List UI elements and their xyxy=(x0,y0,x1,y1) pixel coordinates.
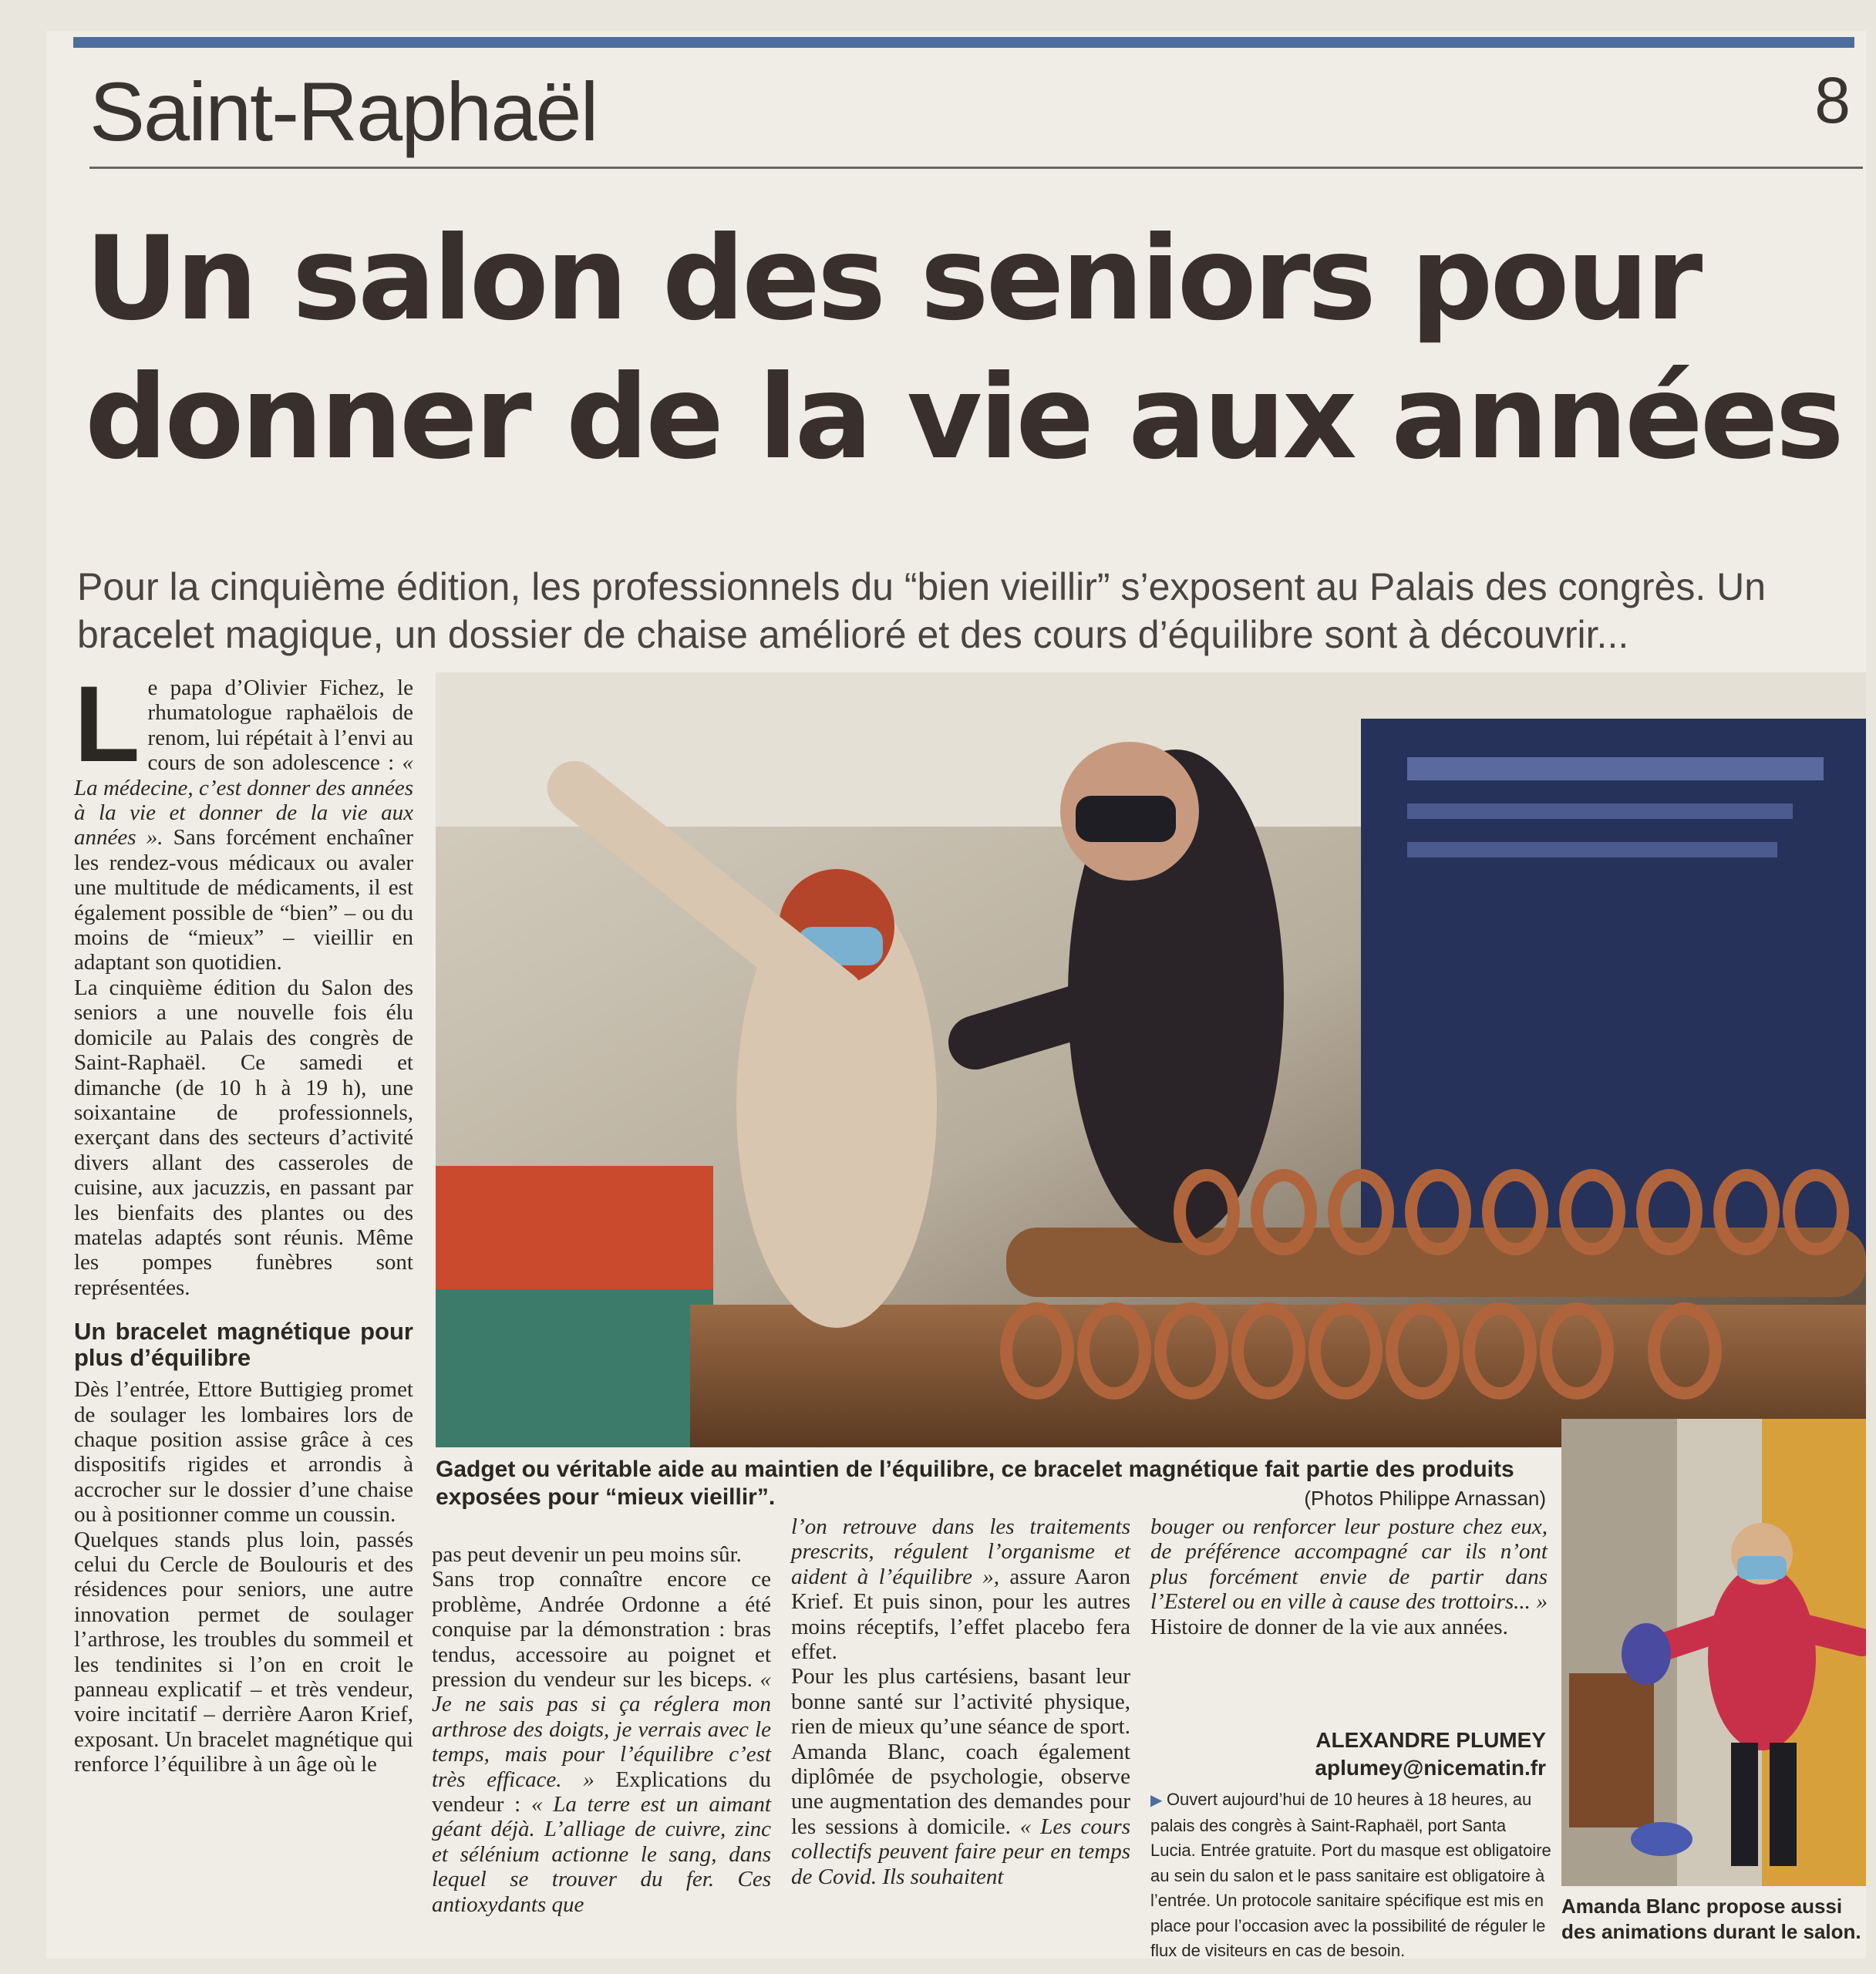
photo-credit: (Photos Philippe Arnassan) xyxy=(1304,1487,1546,1510)
paragraph: Quelques stands plus loin, passés celui du Cercle de Boulouris et des résidences pour seniors, une autre innovation permet de soulager l’arthrose, les troubles du sommeil et les tendinites si l’on en croit le panneau explicatif – et très vendeur, voire incitatif – derrière Aaron Krief, exposant. Un bracelet magnétique qui renforce l’équilibre à un âge où le xyxy=(74,1527,413,1777)
paragraph: La cinquième édition du Salon des seniors a une nouvelle fois élu domicile au Palais des congrès de Saint-Raphaël. Ce samedi et dimanche (de 10 h à 19 h), une soixantaine de professionnels, exerçant dans des secteurs d’activité divers allant des casseroles de cuisine, aux jacuzzis, en passant par les bienfaits des plantes ou des matelas adaptés sont réunis. Même les pompes funèbres sont représentées. xyxy=(74,975,413,1300)
top-color-rule xyxy=(73,37,1854,48)
intro-paragraph: Le papa d’Olivier Fichez, le rhumatologue raphaëlois de renom, lui répétait à l’envi au cours de son adolescence : « La médecine, c’est donner des années à la vie et donner de la vie aux années ». Sans forcément enchaîner les rendez-vous médicaux ou avaler une multitude de médicaments, il est également possible de “bien” – ou du moins de “mieux” – vieillir en adaptant son quotidien. xyxy=(74,663,413,975)
bracelet-demonstration-photo xyxy=(436,672,1866,1447)
paragraph: Pour les plus cartésiens, basant leur bonne santé sur l’activité physique, rien de mieux qu’une séance de sport. Amanda Blanc, coach également diplômée de psychologie, observe une augmentation des demandes pour les sessions à domicile. « Les cours collectifs peuvent faire peur en temps de Covid. Ils souhaitent xyxy=(791,1664,1130,1889)
article-column-3 xyxy=(791,1514,1130,1889)
main-photo-caption: Gadget ou véritable aide au maintien de l’équilibre, ce bracelet magnétique fait partie des produits exposées pour “mieux vieillir”. xyxy=(436,1457,1514,1510)
article-column-4 xyxy=(1150,1514,1548,1639)
paragraph: l’on retrouve dans les traitements prescrits, régulent l’organisme et aident à l’équilibre », assure Aaron Krief. Et puis sinon, pour les autres moins réceptifs, l’effet placebo fera effet. xyxy=(791,1514,1131,1665)
drop-cap: L xyxy=(74,663,140,784)
bullet-arrow-icon: ▶ xyxy=(1150,1792,1167,1809)
author-name: ALEXANDRE PLUMEY xyxy=(1315,1728,1546,1752)
coach-photo-caption: Amanda Blanc propose aussi des animations durant le salon. xyxy=(1561,1895,1861,1943)
paragraph: Sans trop connaître encore ce problème, Andrée Ordonne a été conquise par la démonstration : bras tendus, accessoire au poignet et pression du vendeur sur les biceps. « Je ne sais pas si ça réglera mon arthrose des doigts, je verrais avec le temps, mais pour l’équilibre c’est très efficace. » Explications du vendeur : « La terre est un aimant géant déjà. L’alliage de cuivre, zinc et sélénium actionne le sang, dans lequel se trouver du fer. Ces antioxydants que xyxy=(432,1567,771,1917)
newspaper-page xyxy=(46,31,1866,1959)
article-column-1 xyxy=(74,663,413,1777)
page-number: 8 xyxy=(1814,64,1851,136)
headline: Un salon des seniors pour donner de la vie aux années xyxy=(85,212,1841,485)
author-email[interactable]: aplumey@nicematin.fr xyxy=(1315,1756,1546,1780)
main-photo xyxy=(436,672,1866,1447)
paragraph: bouger ou renforcer leur posture chez eux, de préférence accompagné car ils n’ont plus forcément envie de partir dans l’Esterel ou en ville à cause des trottoirs... » Histoire de donner de la vie aux années. xyxy=(1150,1514,1548,1639)
subheading: Un bracelet magnétique pour plus d’équilibre xyxy=(74,1318,413,1372)
byline xyxy=(1126,1726,1546,1782)
section-divider xyxy=(89,167,1863,169)
paragraph: Dès l’entrée, Ettore Buttigieg promet de soulager les lombaires lors de chaque position assise grâce à ces dispositifs rigides et arrondis à accrocher sur le dossier d’une chaise ou à positionner comme un coussin. xyxy=(74,1377,413,1528)
coach-photo xyxy=(1561,1419,1866,1886)
paragraph: pas peut devenir un peu moins sûr. xyxy=(432,1542,742,1567)
article-column-2 xyxy=(432,1542,771,1917)
practical-info: ▶ Ouvert aujourd’hui de 10 heures à 18 heures, au palais des congrès à Saint-Raphaël, port Santa Lucia. Entrée gratuite. Port du masque est obligatoire au sein du salon et le pass sanitaire est obligatoire à l’entrée. Un protocole sanitaire spécifique est mis en place pour l’occasion avec la possibilité de réguler le flux de visiteurs en cas de besoin. xyxy=(1150,1790,1551,1960)
coach-exercise-photo xyxy=(1561,1419,1866,1886)
section-title: Saint-Raphaël xyxy=(89,65,598,158)
standfirst: Pour la cinquième édition, les professionnels du “bien vieillir” s’exposent au Palais des congrès. Un bracelet magique, un dossier de chaise amélioré et des cours d’équilibre sont à découvrir... xyxy=(77,565,1767,656)
